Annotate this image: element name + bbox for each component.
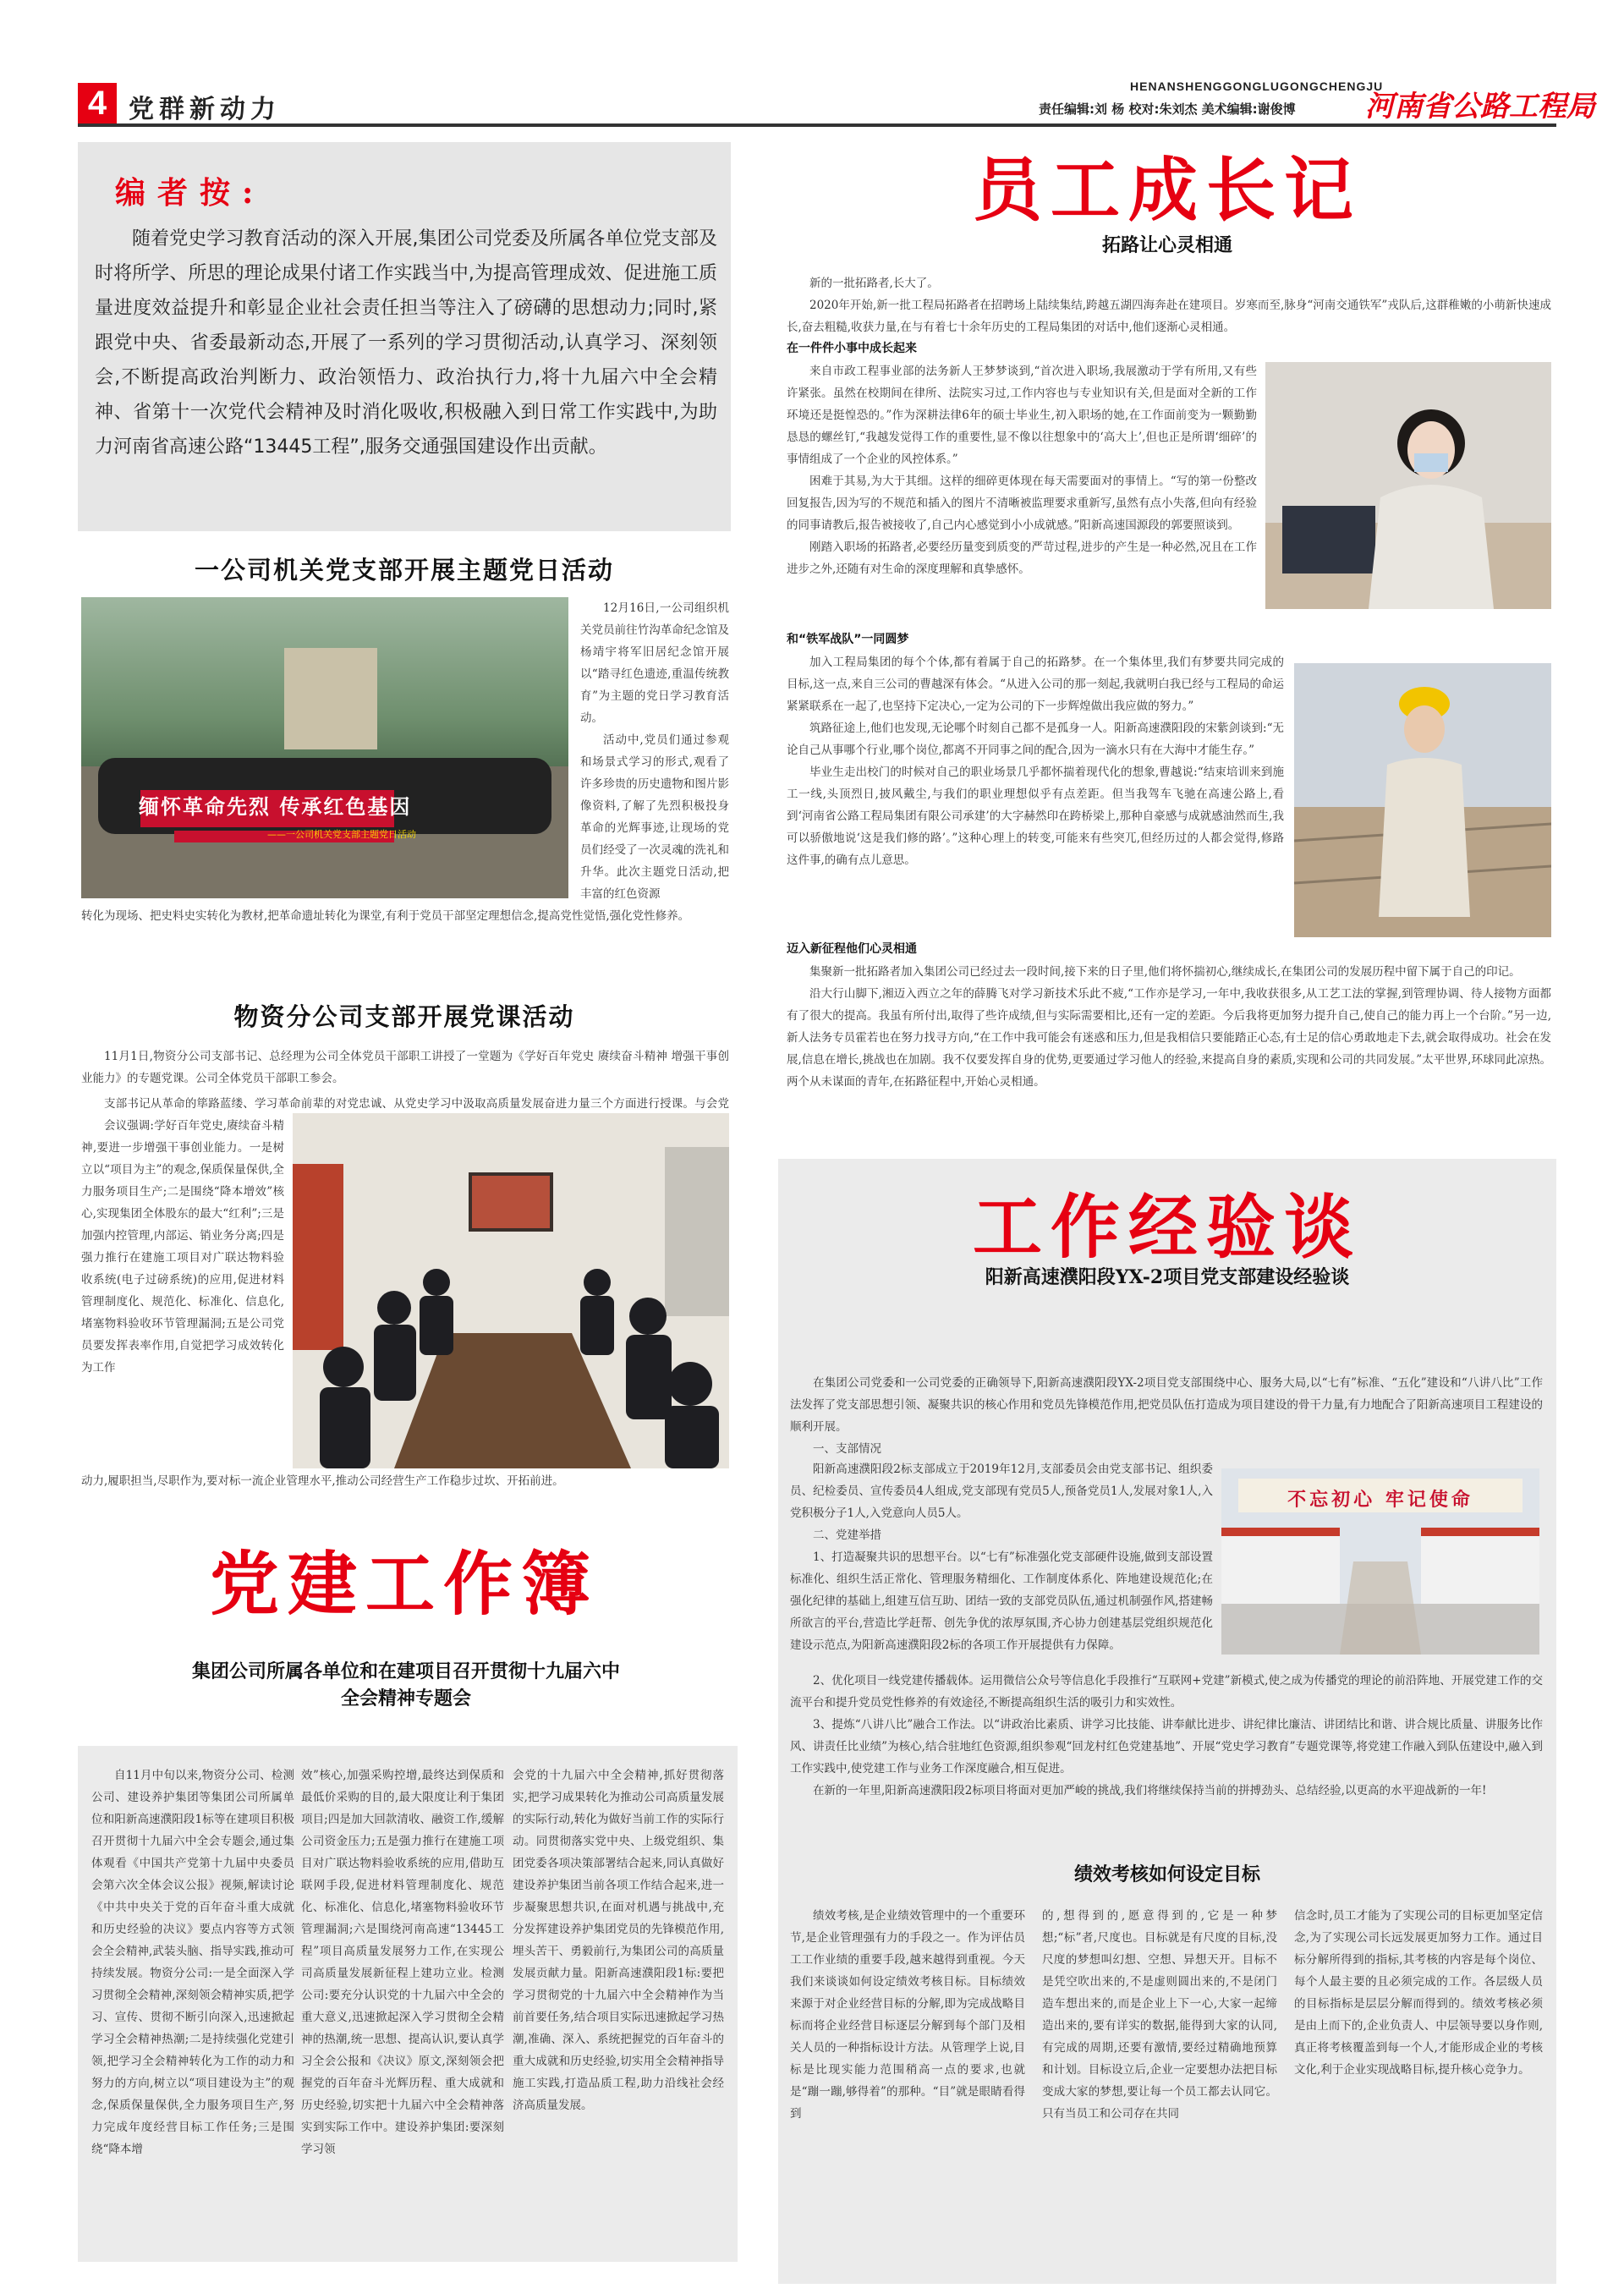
growth-body-2 xyxy=(787,651,1284,871)
experience-p8: 在新的一年里,阳新高速濮阳段2标项目将面对更加严峻的挑战,我们将继续保持当前的拼搏劲头、总结经验,以更高的水平迎战新的一年! xyxy=(813,1784,1487,1797)
djgzb-col3: 会党的十九届六中全会精神,抓好贯彻落实,把学习成果转化为推动公司高质量发展的实际行动,转化为做好当前工作的实际行动。同贯彻落实党中央、上级党组织、集团党委各项决策部署结合起来,同认真做好建设养护集团当前各项工作结合起来,进一步凝聚思想共识,在面对机遇与挑战中,充分发挥建设养护集团党员的先锋模范作用,埋头苦干、勇毅前行,为集团公司的高质量发展贡献力量。阳新高速濮阳段1标:要把学习贯彻党的十九届六中全会精神作为当前首要任务,结合项目实际迅速掀起学习热潮,准确、深入、系统把握党的百年奋斗的重大成就和历史经验,切实用全会精神指导施工实践,打造品质工程,助力沿线社会经济高质量发展。 xyxy=(513,1769,724,2112)
article1-p1: 12月16日,一公司组织机关党员前往竹沟革命纪念馆及杨靖宇将军旧居纪念馆开展以“踏寻红色遗迹,重温传统教育”为主题的党日学习教育活动。 xyxy=(580,601,729,725)
experience-p1: 在集团公司党委和一公司党委的正确领导下,阳新高速濮阳段YX-2项目党支部围绕中心、服务大局,以“七有”标准、“五化”建设和“八讲八比”工作法发挥了党支部思想引领、凝聚共识的核心作用和党员先锋模范作用,把党员队伍打造成为项目建设的骨干力量,有力地配合了阳新高速项目工程建设的顺利开展。 xyxy=(790,1376,1543,1434)
lecture-photo xyxy=(293,1113,729,1468)
article2-title: 物资分公司支部开展党课活动 xyxy=(233,1002,575,1031)
article1-title: 一公司机关党支部开展主题党日活动 xyxy=(194,556,614,584)
portrait-photo-1 xyxy=(1265,362,1551,609)
growth-p2: 2020年开始,新一批工程局拓路者在招聘场上陆续集结,跨越五湖四海奔赴在建项目。岁寒而至,脉身“河南交通铁军”戎队后,这群稚嫩的小萌新快速成长,奋去粗糙,收获力量,在与有着七十余年历史的工程局集团的对话中,他们逐渐心灵相通。 xyxy=(787,299,1551,334)
article2-intro xyxy=(81,1045,729,1089)
lecture-photo-svg xyxy=(293,1113,729,1468)
growth-p1: 新的一批拓路者,长大了。 xyxy=(809,277,939,290)
djgzb-col1: 自11月中旬以来,物资分公司、检测公司、建设养护集团等集团公司所属单位和阳新高速濮阳段1标等在建项目积极召开贯彻十九届六中全会专题会,通过集体观看《中国共产党第十九届中央委员会第六次全体会议公报》视频,解读讨论《中共中央关于党的百年奋斗重大成就和历史经验的决议》要点内容等方式领会全会精神,武装头脑、指导实践,推动可持续发展。物资分公司:一是全面深入学习贯彻全会精神,深刻领会精神实质,把学习、宣传、贯彻不断引向深入,迅速掀起学习全会精神热潮;二是持续强化党建引领,把学习全会精神转化为工作的动力和努力的方向,树立以“项目建设为主”的观念,保质保量保供,全力服务项目生产,努力完成年度经营目标工作任务;三是围绕“降本增 xyxy=(91,1769,294,2156)
growth-title: 拓路让心灵相通 xyxy=(1101,234,1232,256)
growth-p6: 加入工程局集团的每个个体,都有着属于自己的拓路梦。在一个集体里,我们有梦要共同完成的目标,这一点,来自三公司的曹越深有体会。“从进入公司的那一刻起,我就明白我已经与工程局的命运紧紧联系在一起了,也坚持下定决心,一定为公司的下一步辉煌做出我应做的努力。” xyxy=(787,656,1284,713)
paper-pinyin: HENANSHENGGONGLUGONGCHENGJU xyxy=(1130,80,1384,93)
kpi-col3: 信念时,员工才能为了实现公司的目标更加坚定信念,为了实现公司长远发展更加努力工作。通过目标分解所得到的指标,其考核的内容是每个岗位、每个人最主要的且必须完成的工作。各层级人员的目标指标是层层分解而得到的。绩效考核必须是由上而下的,企业负责人、中层领导要以身作则,真正将考核覆盖到每一个人,才能形成企业的考核文化,利于企业实现战略目标,提升核心竞争力。 xyxy=(1294,1909,1543,2077)
laptop xyxy=(1282,506,1375,574)
article2-p2-line1 xyxy=(81,1093,729,1115)
growth-p4: 困难于其易,为大于其细。这样的细碎更体现在每天需要面对的事情上。“写的第一份整改回复报告,因为写的不规范和插入的图片不清晰被监理要求重新写,虽然有点小失落,但向有经验的同事请教后,报告被接收了,自己内心感觉到小小成就感。”阳新高速国源段的郭要照谈到。 xyxy=(787,475,1257,532)
portrait-photo-2-svg xyxy=(1294,663,1551,937)
experience-p6: 2、优化项目一线党建传播载体。运用微信公众号等信息化手段推行“互联网+党建”新模式,使之成为传播党的理论的前沿阵地、开展党建工作的交流平台和提升党员党性修养的有效途径,不断提高组织生活的吸引力和实效性。 xyxy=(790,1674,1543,1710)
growth-h1: 在一件件小事中成长起来 xyxy=(787,342,917,355)
growth-p3: 来自市政工程事业部的法务新人王梦梦谈到,“首次进入职场,我展激动于学有所用,又有些许紧张。虽然在校期间在律所、法院实习过,工作内容也与专业知识有关,但是面对全新的工作环境还是挺惶恐的。”作为深耕法律6年的硕士毕业生,初入职场的她,在工作面前变为一颗勤勤恳恳的螺丝钉,“我越发觉得工作的重要性,显不像以往想象中的‘高大上’,但也正是所谓‘细碎’的事情组成了一个企业的风控体系。” xyxy=(787,365,1257,466)
growth-p10: 沿大行山脚下,湘迈入西立之年的薛腾飞对学习新技术乐此不疲,“工作亦是学习,一年中,我收获很多,从工艺工法的掌握,到管理协调、待人接物方面都有了很大的提高。我虽有所付出,取得了些许成绩,但与实际需要相比,还有一定的差距。今后我将更加努力提升自己,使自己的能力再上一个台阶。”另一边,新人法务专员霍若也在努力找寻方向,“在工作中我可能会有迷惑和压力,但是我相信只要能踏正心态,有士足的信心勇敢地走下去,就会取得成功。社会在发展,信息在增长,挑战也在加剧。我不仅要发挥自身的优势,更要通过学习他人的经验,来提高自身的素质,实现和公司的共同发展。”太平世界,环球同此凉热。两个从未谋面的青年,在拓路征程中,开始心灵相通。 xyxy=(787,987,1551,1089)
growth-p5: 刚踏入职场的拓路者,必要经历量变到质变的严苛过程,进步的产生是一种必然,况且在工作进步之外,还随有对生命的深度理解和真挚感怀。 xyxy=(787,541,1257,576)
experience-p4: 二、党建举措 xyxy=(813,1528,881,1542)
mask xyxy=(1414,453,1448,472)
experience-p7: 3、提炼“八讲八比”融合工作法。以“讲政治比素质、讲学习比技能、讲奉献比进步、讲纪律比廉洁、讲团结比和谐、讲合规比质量、讲服务比作风、讲责任比业绩”为核心,结合驻地红色资源,组织参观“回龙村红色党建基地”、开展“党史学习教育”专题党课等,将党建工作融入到队伍建设中,融入到工作实践中,使党建工作与业务工作深度融合,相互促进。 xyxy=(790,1718,1543,1775)
djgzb-section-title: 党建工作簿 xyxy=(209,1544,599,1625)
portrait-photo-1-svg xyxy=(1265,362,1551,609)
growth-intro xyxy=(787,272,1551,338)
kpi-title: 绩效考核如何设定目标 xyxy=(1073,1863,1260,1885)
djgzb-col2: 效”核心,加强采购控增,最终达到保质和最低价采购的目的,最大限度让利于集团项目;四是加大回款清收、融资工作,缓解公司资金压力;五是强力推行在建施工项目对广联达物料验收系统的应用,借助互联网手段,促进材料管理制度化、规范化、标准化、信息化,堵塞物料验收环节管理漏洞;六是围绕河南高速“13445工程”项目高质量发展努力工作,在实现公司高质量发展新征程上建功立业。检测公司:要充分认识党的十九届六中全会的重大意义,迅速掀起深入学习贯彻全会精神的热潮,统一思想、提高认识,要认真学习全会公报和《决议》原文,深刻领会把握党的百年奋斗光辉历程、重大成就和历史经验,切实把十九届六中全会精神落实到实际工作中。建设养护集团:要深刻学习领 xyxy=(301,1769,504,2156)
editor-note-title: 编者按: xyxy=(115,175,266,211)
building-right xyxy=(1421,1528,1539,1604)
article1-p2: 活动中,党员们通过参观和场景式学习的形式,观看了许多珍贵的历史遗物和图片影像资料,了解了先烈积极投身革命的光辉事迹,让现场的党员们经受了一次灵魂的洗礼和升华。此次主题党日活动,把丰富的红色资源 xyxy=(580,733,729,901)
section-name: 党群新动力 xyxy=(129,95,281,124)
party-day-photo xyxy=(81,597,568,898)
experience-p3: 阳新高速濮阳段2标支部成立于2019年12月,支部委员会由党支部书记、组织委员、纪检委员、宣传委员4人组成,党支部现有党员5人,预备党员1人,发展对象1人,入党积极分子1人,入党意向人员5人。 xyxy=(790,1463,1213,1520)
party-day-photo-svg xyxy=(81,597,568,898)
article2-p2: 支部书记从革命的筚路蓝缕、学习革命前辈的对党忠诚、从党史学习中汲取高质量发展奋进力量三个方面进行授课。与会党 xyxy=(104,1097,729,1111)
experience-intro xyxy=(790,1372,1543,1460)
sweater xyxy=(1369,485,1494,609)
kpi-col1: 绩效考核,是企业绩效管理中的一个重要环节,是企业管理强有力的手段之一。作为评估员工工作业绩的重要手段,越来越得到重视。今天我们来谈谈如何设定绩效考核目标。目标绩效来源于对企业经营目标的分解,即为完成战略目标而将企业经营目标逐层分解到每个部门及相关人员的一种指标设计方法。从管理学上说,目标是比现实能力范围稍高一点的要求,也就是“蹦一蹦,够得着”的那种。“目”就是眼睛看得到 xyxy=(790,1909,1025,2121)
article2-body-bottom: 动力,履职担当,尽职作为,要对标一流企业管理水平,推动公司经营生产工作稳步过坎、开拓前进。 xyxy=(81,1474,564,1488)
growth-h3: 迈入新征程他们心灵相通 xyxy=(787,942,917,956)
banner-sub-text: ——一公司机关党支部主题党日活动 xyxy=(267,829,416,840)
article2-p3: 会议强调:学好百年党史,赓续奋斗精神,要进一步增强干事创业能力。一是树立以“项目为主”的观念,保质保量保供,全力服务项目生产;二是围绕“降本增效”核心,实现集团全体股东的最大“红利”;三是加强内控管理,内部运、销业务分离;四是强力推行在建施工项目对广联达物料验收系统(电子过磅系统)的应用,促进材料管理制度化、规范化、标准化、信息化,堵塞物料验收环节管理漏洞;五是公司党员要发挥表率作用,自觉把学习成效转化为工作 xyxy=(81,1119,284,1375)
djgzb-subtitle: 集团公司所属各单位和在建项目召开贯彻十九届六中全会精神专题会 xyxy=(191,1660,620,1710)
wall-board-left xyxy=(293,1164,343,1350)
page-number: 4 xyxy=(78,83,117,123)
article2-p1: 11月1日,物资分公司支部书记、总经理为公司全体党员干部职工讲授了一堂题为《学好百年党史 赓续奋斗精神 增强干事创业能力》的专题党课。公司全体党员干部职工参会。 xyxy=(81,1050,729,1085)
building-left xyxy=(1221,1528,1340,1604)
article1-body-bottom: 转化为现场、把史料史实转化为教材,把革命遗址转化为课堂,有利于党员干部坚定理想信念,提高党性觉悟,强化党性修养。 xyxy=(81,909,690,923)
experience-p5: 1、打造凝聚共识的思想平台。以“七有”标准强化党支部硬件设施,做到支部设置标准化、组织生活正常化、管理服务精细化、工作制度体系化、阵地建设规范化;在强化纪律的基础上,组建互信互助、团结一致的支部党员队伍,通过机制强作风,搭建畅所欲言的平台,营造比学赶帮、创先争优的浓厚氛围,齐心协力创建基层党组织规范化建设示范点,为阳新高速濮阳段2标的各项工作开展提供有力保障。 xyxy=(790,1550,1213,1652)
experience-p2: 一、支部情况 xyxy=(813,1442,881,1456)
face xyxy=(1404,705,1445,753)
growth-body-3 xyxy=(787,961,1551,1093)
monument xyxy=(284,648,377,749)
growth-h2: 和“铁军战队”一同圆梦 xyxy=(787,633,909,646)
paper-name: 河南省公路工程局 xyxy=(1365,90,1595,123)
growth-body-1 xyxy=(787,360,1257,580)
kpi-col2: 的,想得到的,愿意得到的,它是一种梦想;“标”者,尺度也。目标就是有尺度的目标,没尺度的梦想叫幻想、空想、异想天开。目标不是凭空吹出来的,不是虚则圆出来的,不是闭门造车想出来的,而是企业上下一心,大家一起缔造出来的,要有详实的数据,能得到大家的认同,有完成的周期,还要有激情,要经过精确地预算和计划。目标设立后,企业一定要想办法把目标变成大家的梦想,要让每一个员工都去认同它。只有当员工和公司存在共同 xyxy=(1042,1909,1277,2121)
camp-sign-text: 不忘初心 牢记使命 xyxy=(1287,1489,1473,1511)
experience-body-left xyxy=(790,1458,1213,1656)
experience-section-title: 工作经验谈 xyxy=(972,1187,1362,1268)
growth-p9: 集聚新一批拓路者加入集团公司已经过去一段时间,接下来的日子里,他们将怀揣初心,继续成长,在集团公司的发展历程中留下属于自己的印记。 xyxy=(809,965,1521,979)
article1-body-right xyxy=(580,597,729,905)
growth-section-title: 员工成长记 xyxy=(972,150,1362,231)
article2-body-left xyxy=(81,1115,284,1470)
experience-body-bottom xyxy=(790,1670,1543,1802)
window-right xyxy=(665,1147,729,1316)
experience-title: 阳新高速濮阳段YX-2项目党支部建设经验谈 xyxy=(985,1266,1350,1288)
banner-main-text: 缅怀革命先烈 传承红色基因 xyxy=(139,795,412,819)
growth-p8: 毕业生走出校门的时候对自己的职业场景几乎都怀揣着现代化的想象,曹越说:“结束培训来到施工一线,头顶烈日,披风戴尘,与我们的职业理想似乎有点差距。但当我驾车飞驰在高速公路上,看到‘河南省公路工程局集团有限公司承建’的大字赫然印在跨桥梁上,那种自豪感与成就感油然而生,我可以骄傲地说‘这是我们修的路’。”这种心理上的转变,可能来有些突兀,但经历过的人都会觉得,修路这件事,的确有点儿意思。 xyxy=(787,766,1284,867)
portrait-photo-2 xyxy=(1294,663,1551,937)
growth-p7: 筑路征途上,他们也发现,无论哪个时刻自己都不是孤身一人。阳新高速濮阳段的宋紫剑谈到:“无论自己从事哪个行业,哪个岗位,都离不开同事之间的配合,因为一滴水只有在大海中才能生存。” xyxy=(787,722,1284,757)
editor-note-text: 随着党史学习教育活动的深入开展,集团公司党委及所属各单位党支部及时将所学、所思的理论成果付诸工作实践当中,为提高管理成效、促进施工质量进度效益提升和彰显企业社会责任担当等注入了磅礴的思想动力;同时,紧跟党中央、省委最新动态,开展了一系列的学习贯彻活动,认真学习、深刻领会,不断提高政治判断力、政治领悟力、政治执行力,将十九届六中全会精神、省第十一次党代会精神及时消化吸收,积极融入到日常工作实践中,为助力河南省高速公路“13445工程”,服务交通强国建设作出贡献。 xyxy=(95,228,717,458)
editors-line: 责任编辑:刘 杨 校对:朱刘杰 美术编辑:谢俊博 xyxy=(1039,102,1296,117)
jacket xyxy=(1379,758,1470,917)
